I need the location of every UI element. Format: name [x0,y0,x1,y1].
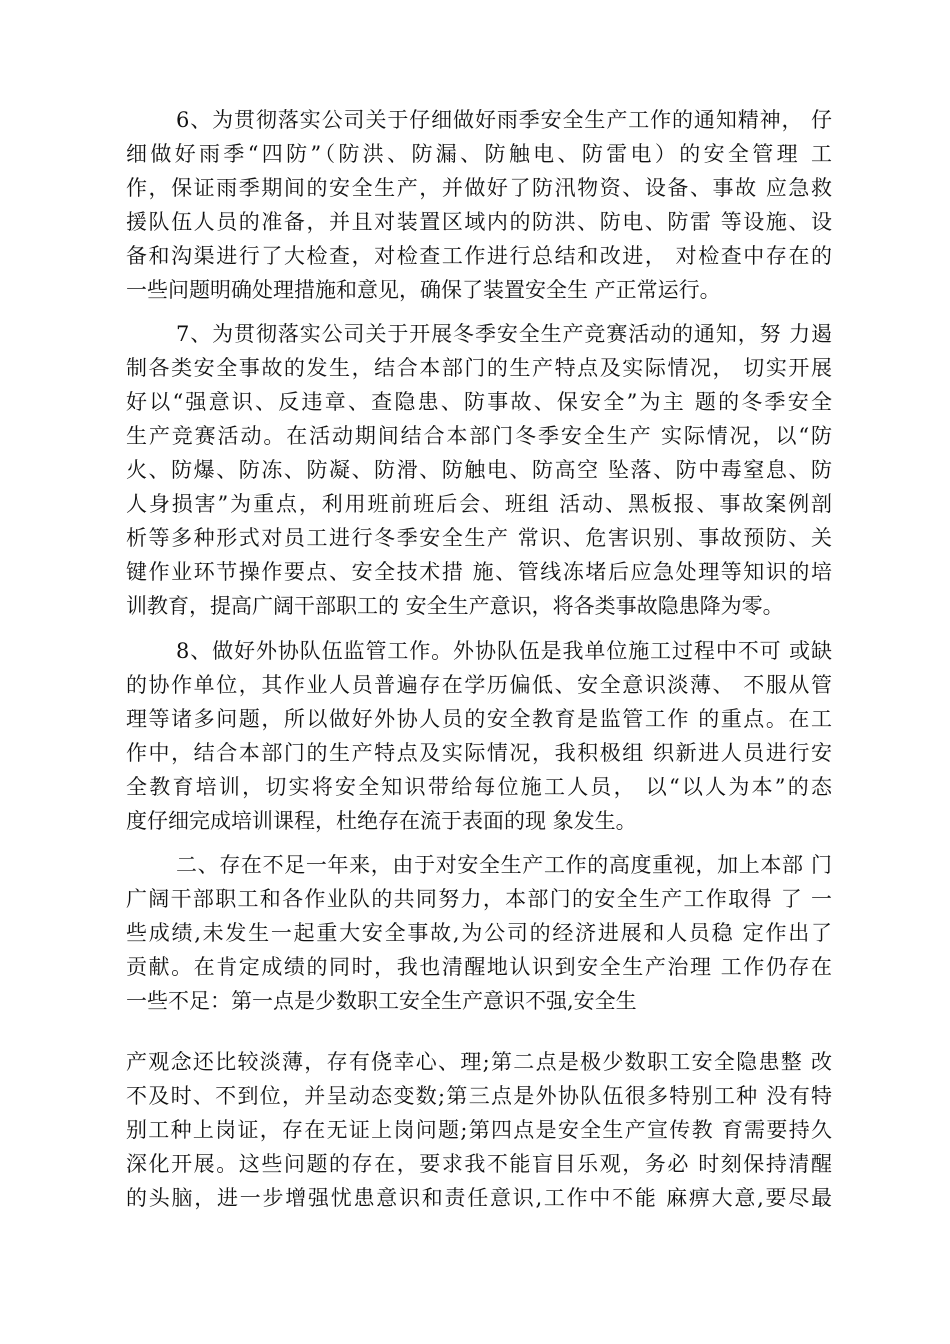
text-line: 作中，结合本部门的生产特点及实际情况，我积极组 织新进人员进行安 [126,741,832,765]
text-line: 训教育，提高广阔干部职工的 安全生产意识，将各类事故隐患降为零。 [126,594,784,618]
text-line: 析等多种形式对员工进行冬季安全生产 常识、危害识别、事故预防、关 [126,526,832,550]
text-line: 深化开展。这些问题的存在，要求我不能盲目乐观，务必 时刻保持清醒 [126,1152,832,1176]
text-line: 别工种上岗证，存在无证上岗问题;第四点是安全生产宣传教 育需要持久 [126,1118,832,1142]
text-line: 全教育培训，切实将安全知识带给每位施工人员， 以“以人为本”的态 [126,775,832,799]
text-line: 键作业环节操作要点、安全技术措 施、管线冻堵后应急处理等知识的培 [126,560,832,584]
text-line: 好以“强意识、反违章、查隐患、防事故、保安全”为主 题的冬季安全 [126,390,832,414]
text-line: 一些不足：第一点是少数职工安全生产意识不强,安全生 [126,989,637,1013]
text-line: 产观念还比较淡薄，存有侥幸心、理;第二点是极少数职工安全隐患整 改 [126,1050,832,1074]
paragraph-6 [126,103,832,307]
paragraph-continuation [126,1045,832,1215]
text-line: 一些问题明确处理措施和意见，确保了装置安全生 产正常运行。 [126,278,721,302]
paragraph-8 [126,634,832,838]
text-line: 细做好雨季“四防”（防洪、防漏、防触电、防雷电）的安全管理 工 [126,142,832,166]
text-line: 生产竞赛活动。在活动期间结合本部门冬季安全生产 实际情况，以“防 [126,424,832,448]
text-line: 广阔干部职工和各作业队的共同努力，本部门的安全生产工作取得 了 一 [126,887,832,911]
text-line: 不及时、不到位，并呈动态变数;第三点是外协队伍很多特别工种 没有特 [126,1084,832,1108]
text-line: 备和沟渠进行了大检查，对检查工作进行总结和改进， 对检查中存在的 [126,244,832,268]
text-line: 人身损害”为重点，利用班前班后会、班组 活动、黑板报、事故案例剖 [126,492,832,516]
text-line: 制各类安全事故的发生，结合本部门的生产特点及实际情况， 切实开展 [126,356,832,380]
text-line: 贡献。在肯定成绩的同时，我也清醒地认识到安全生产治理 工作仍存在 [126,955,832,979]
text-line: 些成绩,未发生一起重大安全事故,为公司的经济进展和人员稳 定作出了 [126,921,832,945]
paragraph-section-2 [126,848,832,1018]
text-line: 理等诸多问题，所以做好外协人员的安全教育是监管工作 的重点。在工 [126,707,832,731]
text-line: 度仔细完成培训课程，杜绝存在流于表面的现 象发生。 [126,809,637,833]
text-line: 的头脑，进一步增强忧患意识和责任意识,工作中不能 麻痹大意,要尽最 [126,1186,832,1210]
text-line: 6、为贯彻落实公司关于仔细做好雨季安全生产工作的通知精神， 仔 [176,108,832,132]
paragraph-7 [126,317,832,623]
text-line: 8、做好外协队伍监管工作。外协队伍是我单位施工过程中不可 或缺 [176,639,832,663]
text-line: 作，保证雨季期间的安全生产，并做好了防汛物资、设备、事故 应急救 [126,176,832,200]
text-line: 火、防爆、防冻、防凝、防滑、防触电、防高空 坠落、防中毒窒息、防 [126,458,832,482]
text-line: 7、为贯彻落实公司关于开展冬季安全生产竞赛活动的通知，努 力遏 [176,322,832,346]
text-line: 二、存在不足一年来，由于对安全生产工作的高度重视，加上本部 门 [176,853,832,877]
text-line: 的协作单位，其作业人员普遍存在学历偏低、安全意识淡薄、 不服从管 [126,673,832,697]
text-line: 援队伍人员的准备，并且对装置区域内的防洪、防电、防雷 等设施、设 [126,210,832,234]
